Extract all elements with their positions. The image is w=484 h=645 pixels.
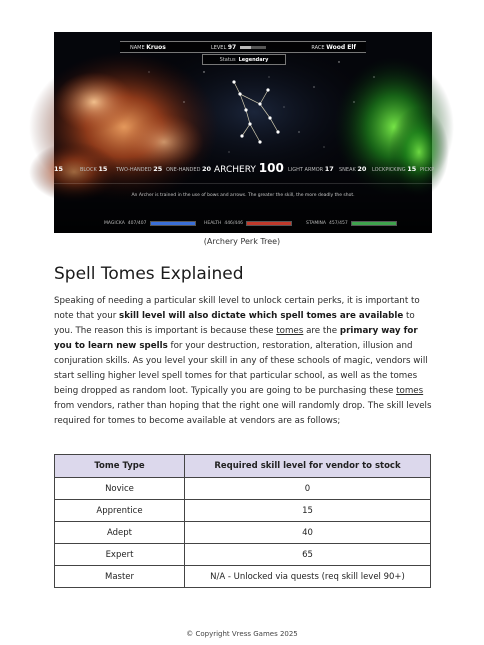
spell-tome-table [54,454,431,588]
perk-tree-screenshot [54,32,435,233]
selected-skill[interactable]: ARCHERY 100 [214,161,284,175]
tome-type-cell: Expert [55,544,185,566]
skill-item[interactable]: TWO-HANDED 25 [116,165,163,173]
body-paragraph: Speaking of needing a particular skill level to unlock certain perks, it is important to note that your skill level will also dictate which spell tomes are available to you. The reason this is important is because these tomes are the primary way for you to learn new spells for your destruction, restoration, alteration, illusion and conjuration skills. As you level your skill in any of these schools of magic, vendors will start selling higher level spell tomes for that particular school, as well as the tomes being dropped as random loot. Typically you are going to be purchasing these tomes from vendors, rather than hoping that the right one will randomly drop. The skill levels required for tomes to become available at vendors are as follows; [54,296,432,426]
skill-item[interactable]: LOCKPICKING 15 [372,165,417,173]
image-caption: (Archery Perk Tree) [203,237,281,246]
skills-row [54,161,435,177]
character-info-bar [120,41,366,53]
section-heading: Spell Tomes Explained [54,264,244,284]
tome-type-cell: Apprentice [55,500,185,522]
required-level-cell: 15 [185,500,431,522]
copyright-footer: © Copyright Vress Games 2025 [186,630,298,638]
table-row [55,566,431,588]
column-header-tome-type: Tome Type [55,455,185,478]
table-row [55,544,431,566]
status-box [202,54,286,65]
tome-type-cell: Master [55,566,185,588]
skill-item[interactable]: BLOCK 15 [80,165,108,173]
skill-item[interactable]: PICKP [420,167,435,173]
table-row [55,500,431,522]
skill-divider [54,183,432,184]
race-value: Wood Elf [326,43,356,51]
required-level-cell: N/A - Unlocked via quests (req skill level 90+) [185,566,431,588]
stamina-bar: STAMINA 457/457 [306,221,397,226]
race-label: RACE [311,44,325,51]
skill-item[interactable]: ONE-HANDED 20 [166,165,212,173]
tome-type-cell: Novice [55,478,185,500]
skill-item[interactable]: SNEAK 20 [339,165,367,173]
table-row [55,522,431,544]
level-value: 97 [227,43,237,51]
table-row [55,478,431,500]
status-label: Status [219,56,236,63]
level-progress-bar [240,46,266,49]
column-header-required-level: Required skill level for vendor to stock [185,455,431,478]
attribute-bars [54,219,432,229]
name-value: Kruos [146,43,166,51]
status-value: Legendary [238,56,269,63]
required-level-cell: 0 [185,478,431,500]
tome-type-cell: Adept [55,522,185,544]
skill-item[interactable]: LIGHT ARMOR 17 [288,165,334,173]
skill-item[interactable]: 15 [54,165,64,173]
table-header-row [55,455,431,478]
magicka-bar: MAGICKA 407/407 [104,221,196,226]
required-level-cell: 65 [185,544,431,566]
level-label: LEVEL [210,44,227,51]
name-label: NAME [130,44,145,51]
required-level-cell: 40 [185,522,431,544]
skill-description: An Archer is trained in the use of bows and arrows. The greater the skill, the more deadly the shot. [131,193,355,198]
health-bar: HEALTH 446/446 [204,221,292,226]
